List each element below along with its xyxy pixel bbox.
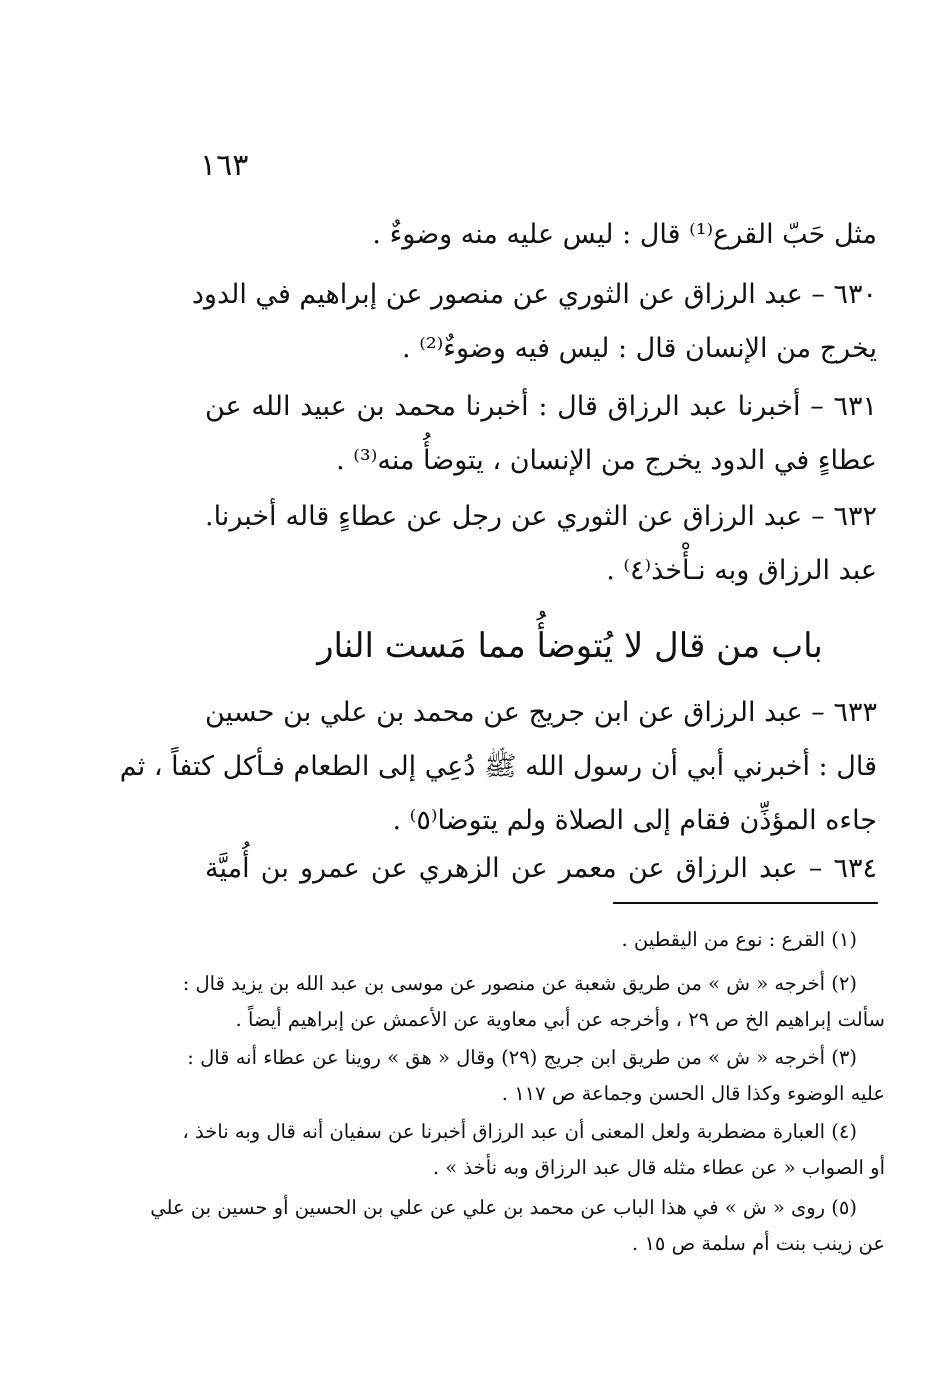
hadith-633 bbox=[119, 686, 877, 848]
hadith-630 bbox=[191, 268, 877, 376]
paragraph-continuation bbox=[205, 208, 877, 262]
paragraph-line: ٦٣٤ – عبد الرزاق عن معمر عن الزهري عن عمرو بن أُميَّة bbox=[205, 853, 877, 884]
paragraph-line: ٦٣١ – أخبرنا عبد الرزاق قال : أخبرنا محمد بن عبيد الله عن bbox=[205, 391, 877, 422]
footnote-line: (١) القرع : نوع من اليقطين . bbox=[621, 928, 857, 951]
paragraph-line: ٦٣٠ – عبد الرزاق عن الثوري عن منصور عن إبراهيم في الدود bbox=[191, 279, 877, 310]
hadith-632 bbox=[205, 490, 877, 598]
footnote-line: أو الصواب « عن عطاء مثله قال عبد الرزاق وبه نأخذ » . bbox=[432, 1156, 885, 1179]
footnote-line: (٢) أخرجه « ش » من طريق شعبة عن منصور عن موسى بن عبد الله بن يزيد قال : bbox=[182, 972, 857, 995]
paragraph-line: يخرج من الإنسان قال : ليس فيه وضوءٌ⁽²⁾ . bbox=[402, 333, 877, 364]
hadith-631 bbox=[205, 380, 877, 488]
footnote-2 bbox=[182, 966, 885, 1038]
footnote-4 bbox=[182, 1114, 885, 1186]
footnote-line: عليه الوضوء وكذا قال الحسن وجماعة ص ١١٧ . bbox=[501, 1082, 885, 1105]
paragraph-line: جاءه المؤذِّن فقام إلى الصلاة ولم يتوضا⁽٥⁾ . bbox=[392, 805, 877, 836]
paragraph-line: عبد الرزاق وبه نـأْخذ⁽٤⁾ . bbox=[606, 555, 877, 586]
paragraph-line: مثل حَبّ القرع⁽¹⁾ قال : ليس عليه منه وضوءٌ . bbox=[372, 219, 877, 250]
footnote-line: (٥) روى « ش » في هذا الباب عن محمد بن علي عن علي بن الحسين أو حسين بن علي bbox=[150, 1196, 857, 1219]
footnote-line: عن زينب بنت أم سلمة ص ١٥ . bbox=[632, 1232, 885, 1255]
footnote-line: سألت إبراهيم الخ ص ٢٩ ، وأخرجه عن أبي معاوية عن الأعمش عن إبراهيم أيضاً . bbox=[235, 1008, 885, 1031]
footnote-line: (٤) العبارة مضطربة ولعل المعنى أن عبد الرزاق أخبرنا عن سفيان أنه قال وبه ناخذ ، bbox=[182, 1120, 857, 1143]
footnote-3 bbox=[187, 1040, 885, 1112]
paragraph-line: ٦٣٢ – عبد الرزاق عن الثوري عن رجل عن عطاءٍ قاله أخبرنا. bbox=[205, 501, 877, 532]
paragraph-line: ٦٣٣ – عبد الرزاق عن ابن جريج عن محمد بن علي بن حسين bbox=[205, 697, 877, 728]
footnote-5 bbox=[150, 1190, 885, 1262]
page-number: ١٦٣ bbox=[200, 148, 249, 183]
footnote-1 bbox=[215, 922, 885, 958]
footnote-separator bbox=[613, 902, 878, 904]
chapter-heading: باب من قال لا يُتوضأُ مما مَست النار bbox=[317, 626, 823, 666]
footnote-line: (٣) أخرجه « ش » من طريق ابن جريج (٢٩) وقال « هق » روينا عن عطاء أنه قال : bbox=[187, 1046, 857, 1069]
paragraph-line: قال : أخبرني أبي أن رسول الله ﷺ دُعِي إلى الطعام فـأكل كتفاً ، ثم bbox=[119, 751, 877, 782]
hadith-634 bbox=[205, 842, 877, 896]
paragraph-line: عطاءٍ في الدود يخرج من الإنسان ، يتوضأُ منه⁽³⁾ . bbox=[336, 445, 877, 476]
